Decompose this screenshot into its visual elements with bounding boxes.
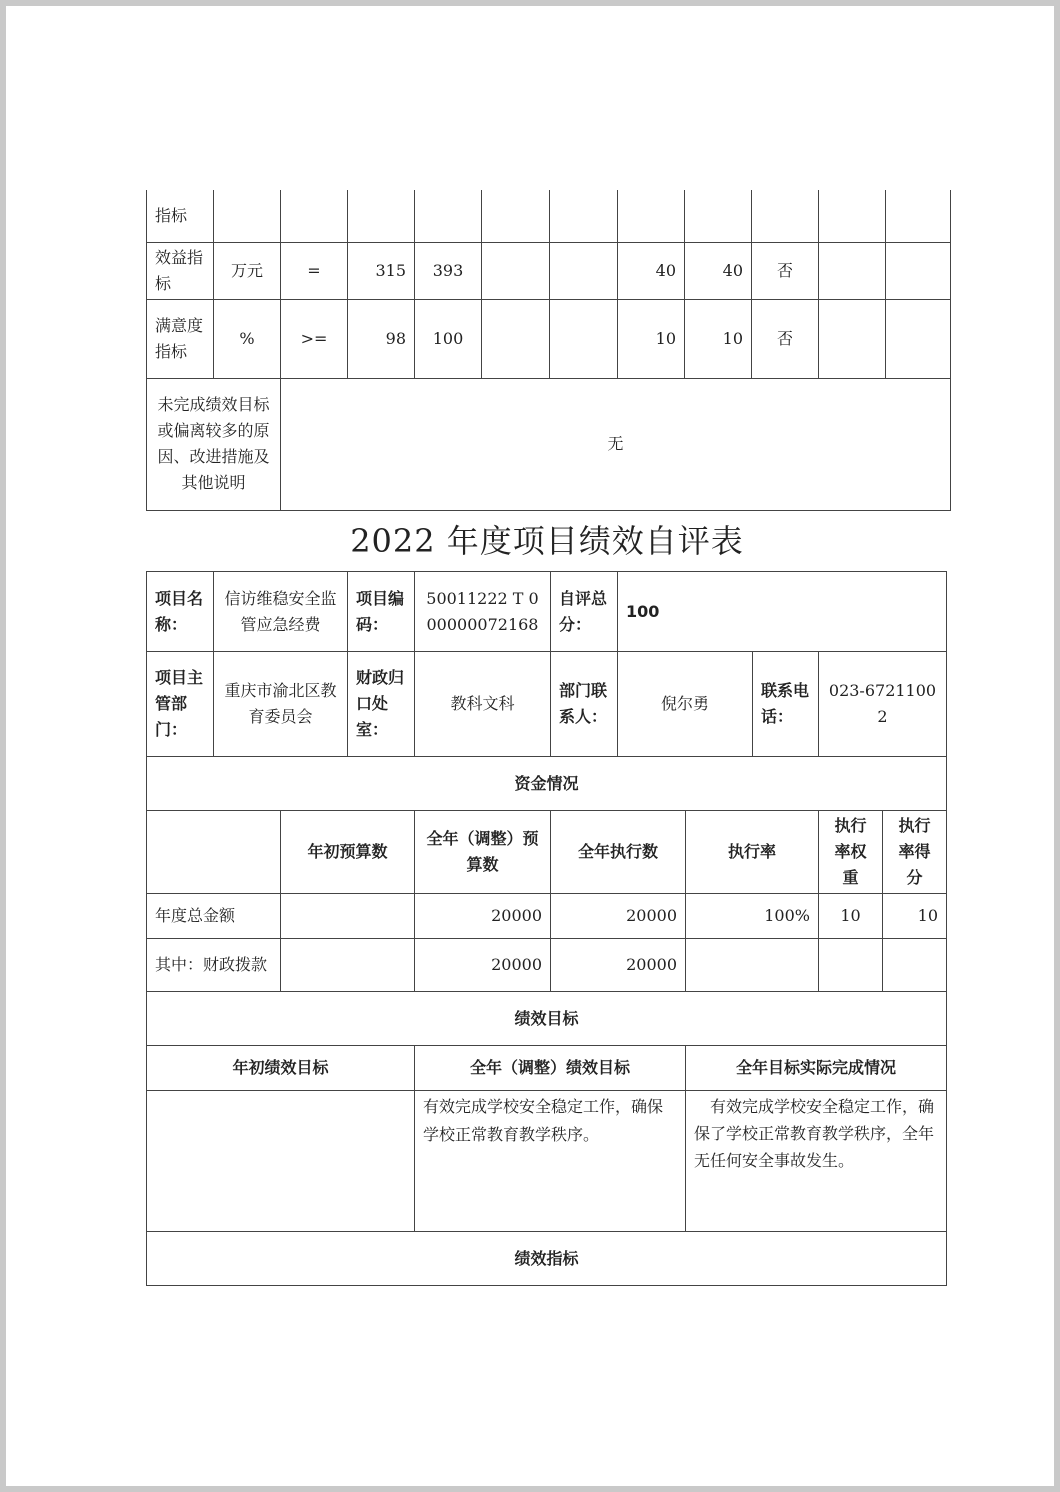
note-label: 未完成绩效目标或偏离较多的原因、改进措施及其他说明 [147,378,281,510]
funds-row-label: 年度总金额 [147,894,281,939]
header-adjusted-goal: 全年（调整）绩效目标 [415,1046,686,1091]
project-code: 50011222 T 000000072168 [415,572,551,652]
funds-row-label: 其中：财政拨款 [147,939,281,992]
header-initial-budget: 年初预算数 [281,811,415,894]
table-row [147,894,947,939]
score-label: 自评总分： [551,572,618,652]
goals-section-title: 绩效目标 [147,992,947,1046]
funds-score: 10 [883,894,947,939]
actual-result: 有效完成学校安全稳定工作，确保了学校正常教育教学秩序，全年无任何安全事故发生。 [686,1091,947,1232]
indicator-actual: 393 [415,242,482,299]
funds-adjusted: 20000 [415,939,551,992]
table-row [147,299,951,378]
note-value: 无 [281,378,951,510]
goals-content-row [147,1091,947,1232]
indicators-section-title: 绩效指标 [147,1232,947,1286]
indicator-flag: 否 [752,299,819,378]
project-name: 信访维稳安全监管应急经费 [214,572,348,652]
funds-executed: 20000 [551,894,686,939]
header-rate-score: 执行率得分 [883,811,947,894]
table-row [147,190,951,242]
indicator-label: 指标 [147,190,214,242]
table-row [147,378,951,510]
goals-section-row [147,992,947,1046]
indicator-target: 315 [348,242,415,299]
office-label: 财政归口处室： [348,652,415,757]
project-name-label: 项目名称： [147,572,214,652]
funds-weight: 10 [819,894,883,939]
office: 教科文科 [415,652,551,757]
table-row [147,939,947,992]
indicator-score: 10 [685,299,752,378]
project-code-label: 项目编码： [348,572,415,652]
contact: 倪尔勇 [618,652,753,757]
indicator-flag: 否 [752,242,819,299]
header-executed: 全年执行数 [551,811,686,894]
funds-header-row [147,811,947,894]
header-adjusted-budget: 全年（调整）预算数 [415,811,551,894]
funds-executed: 20000 [551,939,686,992]
initial-goal [147,1091,415,1232]
funds-rate: 100% [686,894,819,939]
contact-label: 部门联系人： [551,652,618,757]
indicators-section-row [147,1232,947,1286]
indicator-unit: 万元 [214,242,281,299]
header-rate-weight: 执行率权重 [819,811,883,894]
phone-label: 联系电话： [753,652,819,757]
indicator-weight: 40 [618,242,685,299]
indicator-target: 98 [348,299,415,378]
adjusted-goal: 有效完成学校安全稳定工作，确保学校正常教育教学秩序。 [415,1091,686,1232]
phone: 023-67211002 [819,652,947,757]
document-page [6,6,1054,1486]
info-row-dept [147,652,947,757]
info-row-project [147,572,947,652]
dept-label: 项目主管部门： [147,652,214,757]
indicator-score: 40 [685,242,752,299]
page-title: 2022 年度项目绩效自评表 [350,522,744,560]
indicator-weight: 10 [618,299,685,378]
table-row [147,242,951,299]
funds-section-title: 资金情况 [147,757,947,811]
indicator-unit: % [214,299,281,378]
header-initial-goal: 年初绩效目标 [147,1046,415,1091]
indicator-operator: = [281,242,348,299]
indicator-operator: >= [281,299,348,378]
evaluation-table [146,571,947,1286]
indicator-table-continued [146,190,951,511]
indicator-label: 效益指标 [147,242,214,299]
header-actual-result: 全年目标实际完成情况 [686,1046,947,1091]
indicator-label: 满意度指标 [147,299,214,378]
funds-adjusted: 20000 [415,894,551,939]
header-exec-rate: 执行率 [686,811,819,894]
funds-section-row [147,757,947,811]
dept: 重庆市渝北区教育委员会 [214,652,348,757]
self-eval-score: 100 [618,572,947,652]
goals-header-row [147,1046,947,1091]
indicator-actual: 100 [415,299,482,378]
